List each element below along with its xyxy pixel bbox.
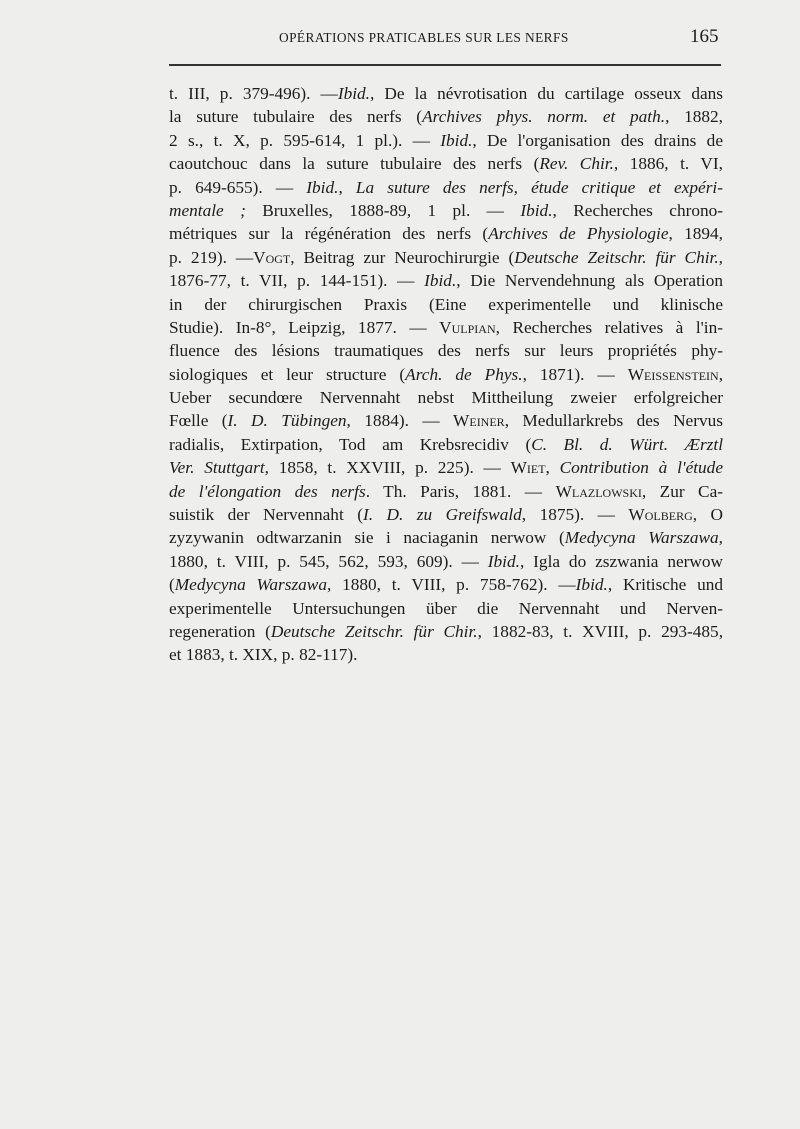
- italic-text: Contribution à l'étude: [559, 458, 723, 478]
- text-segment: , De la névrotisation du cartilage osseux dans: [370, 84, 723, 103]
- text-segment: , 1882,: [665, 107, 723, 127]
- text-segment: 1880, t. VIII, p. 545, 562, 593, 609). —: [169, 551, 488, 571]
- italic-text: Ibid.: [487, 551, 520, 571]
- author-name: Wiet: [510, 458, 546, 478]
- running-head: OPÉRATIONS PRATICABLES SUR LES NERFS: [279, 30, 569, 45]
- italic-text: de l'élongation des nerfs: [169, 481, 366, 501]
- text-line: [169, 363, 723, 386]
- text-segment: , De l'organisation des drains de: [472, 130, 723, 150]
- text-segment: , 1871). —: [522, 364, 628, 384]
- text-line: [169, 433, 723, 456]
- text-segment: radialis, Extirpation, Tod am Krebsrecidiv (: [169, 434, 532, 454]
- italic-text: C. Bl. d. Würt. Ærztl: [531, 434, 723, 454]
- text-segment: siologiques et leur structure (: [169, 364, 406, 384]
- italic-text: mentale ;: [169, 200, 246, 220]
- italic-text: Rev. Chir.: [539, 154, 614, 174]
- text-segment: . Th. Paris, 1881. —: [365, 481, 556, 501]
- text-segment: , 1882-83, t. XVIII, p. 293-485,: [477, 621, 724, 641]
- text-line: [169, 199, 723, 222]
- text-line: [169, 526, 723, 549]
- text-segment: , Igla do zszwania nerwow: [519, 551, 723, 571]
- author-name: Weissenstein: [627, 364, 719, 384]
- italic-text: Ibid.: [440, 130, 473, 150]
- text-line: [169, 176, 723, 199]
- page-number: 165: [690, 26, 719, 47]
- author-name: Vogt: [253, 247, 291, 267]
- bibliography-text: [169, 82, 723, 667]
- text-line: [169, 105, 723, 128]
- text-segment: p. 649-655). —: [169, 177, 307, 197]
- italic-text: Medycyna Warszawa: [174, 575, 327, 595]
- text-segment: , Recherches chrono-: [552, 200, 724, 220]
- author-name: Wlazlowski: [555, 481, 642, 501]
- text-segment: (: [169, 575, 175, 595]
- text-line: [169, 129, 723, 152]
- text-segment: la suture tubulaire des nerfs (: [169, 107, 423, 127]
- text-segment: métriques sur la régénération des nerfs (: [169, 224, 489, 244]
- text-segment: , Kritische und: [607, 575, 723, 595]
- text-segment: et 1883, t. XIX, p. 82-117).: [169, 645, 358, 665]
- text-line: [169, 293, 723, 316]
- italic-text: Deutsche Zeitschr. für Chir.: [514, 247, 719, 267]
- text-segment: , Zur Ca-: [641, 481, 723, 501]
- italic-text: Ibid.: [520, 200, 553, 220]
- author-name: Weiner: [453, 411, 505, 431]
- text-segment: , O: [692, 505, 724, 525]
- text-line: [169, 222, 723, 245]
- text-line: [169, 620, 723, 643]
- text-segment: , Beitrag zur Neurochirurgie (: [290, 247, 515, 267]
- text-line: [169, 597, 723, 620]
- text-segment: ,: [718, 247, 723, 267]
- text-segment: p. 219). —: [169, 247, 254, 267]
- italic-text: Ibid.: [424, 271, 457, 291]
- italic-text: Ibid.: [337, 84, 370, 103]
- text-line: [169, 316, 723, 339]
- text-segment: caoutchouc dans la suture tubulaire des nerfs (: [169, 154, 540, 174]
- text-segment: ,: [338, 177, 356, 197]
- text-segment: , 1875). —: [521, 505, 629, 525]
- text-segment: 1876-77, t. VII, p. 144-151). —: [169, 271, 425, 291]
- italic-text: Deutsche Zeitschr. für Chir.: [270, 621, 478, 641]
- text-segment: , Die Nervendehnung als Operation: [456, 271, 723, 291]
- text-segment: suistik der Nervennaht (: [169, 505, 363, 525]
- text-segment: ,: [718, 528, 723, 548]
- text-segment: ,: [545, 458, 560, 478]
- text-line: [169, 503, 723, 526]
- text-segment: zyzywanin odtwarzanin sie i naciaganin nerwow (: [169, 528, 565, 548]
- text-line: [169, 643, 723, 666]
- text-line: [169, 339, 723, 362]
- text-segment: , 1884). —: [346, 411, 454, 431]
- text-segment: in der chirurgischen Praxis (Eine experimentelle und klinische: [169, 294, 723, 314]
- text-line: [169, 269, 723, 292]
- text-segment: regeneration (: [169, 621, 271, 641]
- text-segment: ,: [718, 364, 724, 384]
- italic-text: Ibid.: [575, 575, 608, 595]
- text-segment: experimentelle Untersuchungen über die Nervennaht und Nerven-: [169, 598, 723, 618]
- text-segment: fluence des lésions traumatiques des nerfs sur leurs propriétés phy-: [169, 341, 723, 361]
- text-segment: Fœlle (: [169, 411, 228, 431]
- text-segment: Ueber secundœre Nervennaht nebst Mittheilung zweier erfolgreicher: [169, 388, 723, 408]
- text-segment: Studie). In-8°, Leipzig, 1877. —: [169, 317, 440, 337]
- text-segment: , Medullarkrebs des Nervus: [504, 411, 723, 431]
- header-rule: [169, 64, 721, 66]
- text-line: [169, 480, 723, 503]
- text-line: [169, 409, 723, 432]
- text-segment: , 1886, t. VI,: [613, 154, 723, 174]
- italic-text: Medycyna Warszawa: [564, 528, 719, 548]
- page-header: [0, 24, 800, 54]
- italic-text: Archives de Physiologie: [488, 224, 669, 244]
- text-segment: , 1894,: [668, 224, 723, 244]
- text-line: [169, 246, 723, 269]
- author-name: Vulpian: [439, 317, 496, 337]
- italic-text: Ibid.: [306, 177, 339, 197]
- text-segment: 1858, t. XXVIII, p. 225). —: [269, 458, 511, 478]
- italic-text: I. D. zu Greifswald: [362, 505, 522, 525]
- author-name: Wolberg: [628, 505, 693, 525]
- text-line: [169, 152, 723, 175]
- text-line: [169, 550, 723, 573]
- italic-text: Archives phys. norm. et path.: [422, 107, 666, 127]
- text-line: [169, 456, 723, 479]
- text-segment: , 1880, t. VIII, p. 758-762). —: [326, 575, 576, 595]
- text-line: [169, 573, 723, 596]
- text-line: [169, 82, 723, 105]
- text-segment: Bruxelles, 1888-89, 1 pl. —: [245, 200, 521, 220]
- text-segment: t. III, p. 379-496). —: [169, 84, 338, 103]
- italic-text: Ver. Stuttgart,: [169, 458, 270, 478]
- text-segment: , Recherches relatives à l'in-: [495, 317, 723, 337]
- text-line: [169, 386, 723, 409]
- italic-text: La suture des nerfs, étude critique et expéri-: [355, 177, 723, 197]
- italic-text: Arch. de Phys.: [405, 364, 523, 384]
- text-segment: 2 s., t. X, p. 595-614, 1 pl.). —: [169, 130, 441, 150]
- italic-text: I. D. Tübingen: [227, 411, 347, 431]
